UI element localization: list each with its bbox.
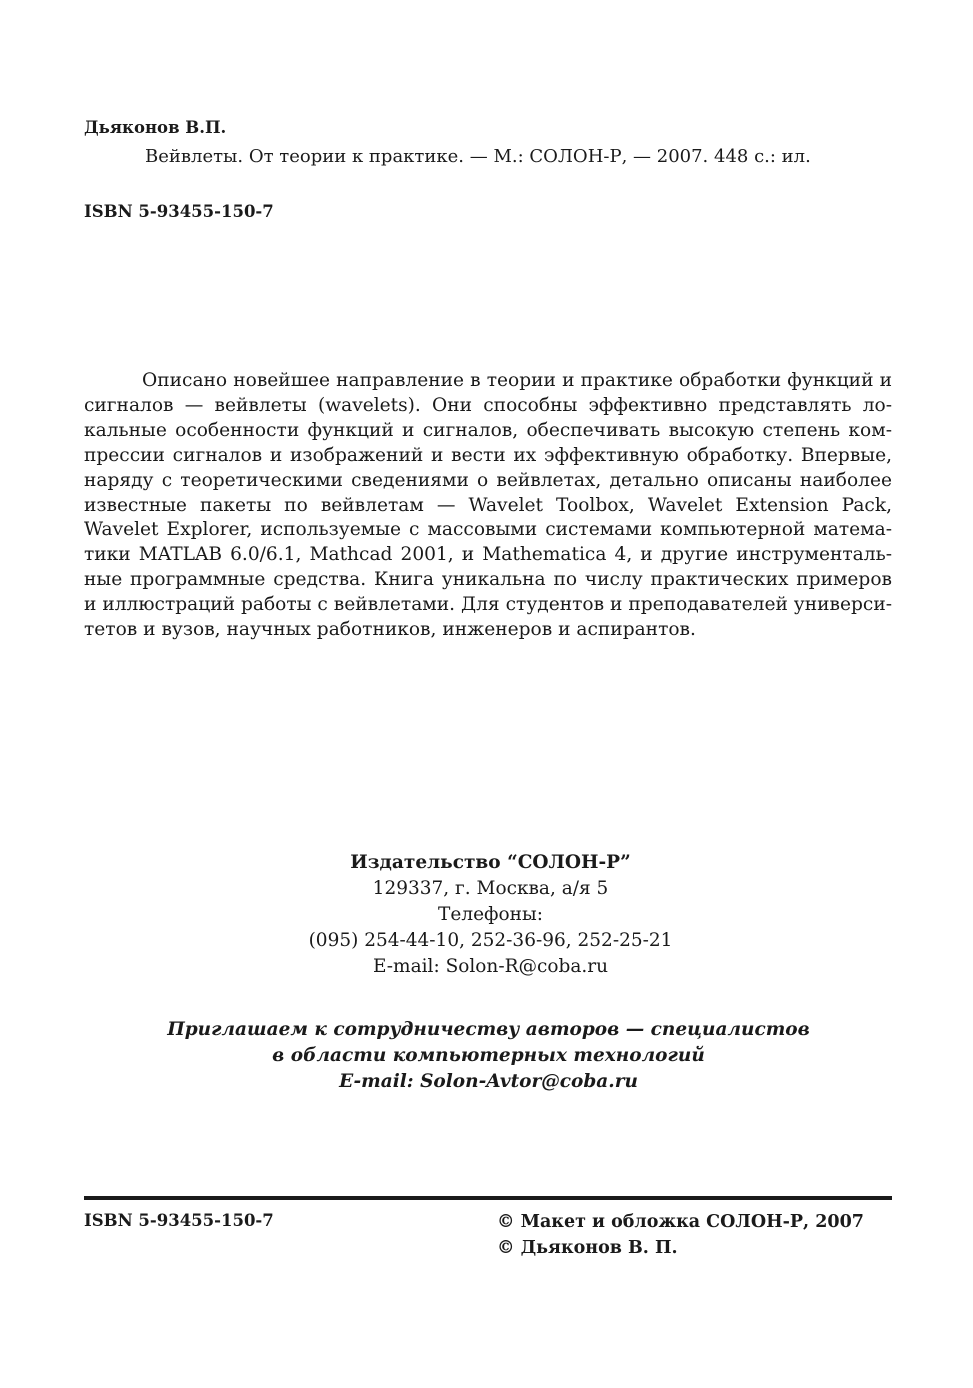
- footer-rule: [84, 1196, 892, 1200]
- copyright-block: [497, 1209, 864, 1261]
- author-invitation: [0, 1017, 973, 1095]
- invitation-line-2: в области компьютерных технологий: [272, 1045, 705, 1066]
- abstract-line: прессии сигналов и изображений и вести их эффективную обработку. Впервые,: [84, 444, 892, 466]
- abstract-line: ные программные средства. Книга уникальна по числу практических примеров: [84, 569, 892, 591]
- bibliographic-entry: Вейвлеты. От теории к практике. — М.: СОЛОН-Р, — 2007. 448 с.: ил.: [145, 146, 811, 167]
- abstract-line: Описано новейшее направление в теории и практике обработки функций и: [142, 370, 892, 391]
- abstract-line: наряду с теоретическими сведениями о вейвлетах, детально описаны наиболее: [84, 469, 892, 491]
- publisher-address: 129337, г. Москва, а/я 5: [372, 878, 609, 899]
- publisher-name: Издательство “СОЛОН-Р”: [350, 852, 631, 873]
- publisher-email: E-mail: Solon-R@coba.ru: [372, 956, 609, 977]
- abstract-line: кальные особенности функций и сигналов, обеспечивать высокую степень ком-: [84, 419, 892, 441]
- abstract-line: сигналов — вейвлеты (wavelets). Они способны эффективно представлять ло-: [84, 394, 892, 416]
- invitation-line-1: Приглашаем к сотрудничеству авторов — специалистов: [167, 1019, 810, 1040]
- copyright-layout: © Макет и обложка СОЛОН-Р, 2007: [497, 1212, 864, 1232]
- publisher-block: [0, 850, 973, 980]
- isbn-bottom: ISBN 5-93455-150-7: [84, 1211, 274, 1230]
- publisher-phones-label: Телефоны:: [438, 904, 543, 925]
- invitation-email: E-mail: Solon-Avtor@coba.ru: [339, 1071, 638, 1092]
- abstract-line: тетов и вузов, научных работников, инженеров и аспирантов.: [84, 619, 696, 641]
- abstract-line: тики MATLAB 6.0/6.1, Mathcad 2001, и Mathematica 4, и другие инструменталь-: [84, 544, 892, 566]
- abstract-paragraph: [84, 369, 892, 643]
- abstract-line: Wavelet Explorer, используемые с массовыми системами компьютерной матема-: [84, 519, 892, 541]
- author-name: Дьяконов В.П.: [84, 118, 227, 137]
- abstract-line: известные пакеты по вейвлетам — Wavelet Toolbox, Wavelet Extension Pack,: [84, 494, 892, 516]
- publisher-phones: (095) 254-44-10, 252-36-96, 252-25-21: [308, 930, 673, 951]
- isbn-top: ISBN 5-93455-150-7: [84, 202, 274, 221]
- abstract-line: и иллюстраций работы с вейвлетами. Для студентов и преподавателей универси-: [84, 594, 892, 616]
- copyright-author: © Дьяконов В. П.: [497, 1238, 678, 1258]
